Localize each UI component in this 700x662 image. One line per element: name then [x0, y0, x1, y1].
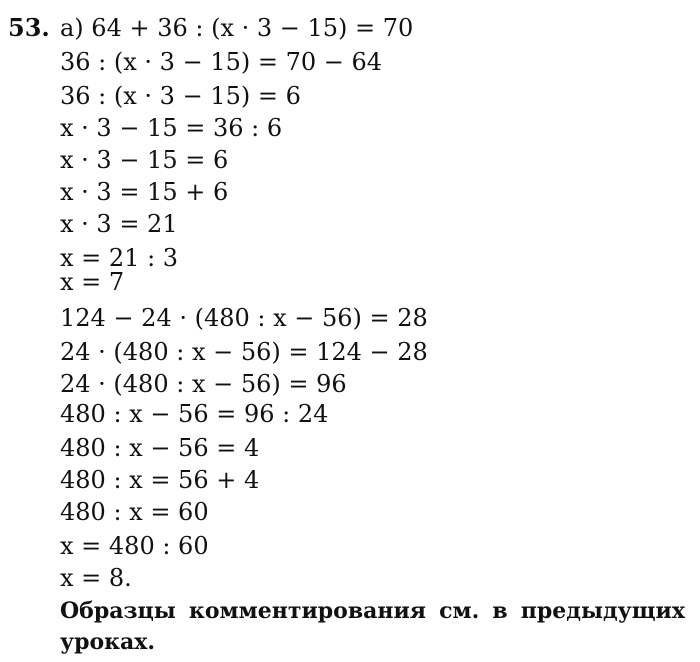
- equation-line-3: 36 : (x · 3 − 15) = 6: [60, 82, 301, 110]
- equation-line-8: x = 21 : 3: [60, 244, 179, 272]
- equation-line-6: x · 3 = 15 + 6: [60, 178, 229, 206]
- equation-line-11: 24 · (480 : x − 56) = 124 − 28: [60, 338, 428, 366]
- equation-line-1: а) 64 + 36 : (x · 3 − 15) = 70: [60, 14, 414, 42]
- equation-line-4: x · 3 − 15 = 36 : 6: [60, 114, 283, 142]
- equation-line-18: x = 8.: [60, 564, 132, 592]
- equation-line-17: x = 480 : 60: [60, 532, 209, 560]
- equation-line-12: 24 · (480 : x − 56) = 96: [60, 370, 347, 398]
- equation-line-15: 480 : x = 56 + 4: [60, 466, 260, 494]
- equation-line-2: 36 : (x · 3 − 15) = 70 − 64: [60, 48, 383, 76]
- equation-line-13: 480 : x − 56 = 96 : 24: [60, 400, 329, 428]
- equation-line-14: 480 : x − 56 = 4: [60, 434, 260, 462]
- equation-line-16: 480 : x = 60: [60, 498, 209, 526]
- equation-line-7: x · 3 = 21: [60, 210, 178, 238]
- equation-line-5: x · 3 − 15 = 6: [60, 146, 229, 174]
- equation-line-9: x = 7: [60, 268, 125, 296]
- comment-text: Образцы комментирования см. в предыдущих уроках.: [60, 598, 685, 655]
- equation-line-10: 124 − 24 · (480 : x − 56) = 28: [60, 304, 428, 332]
- problem-number: 53.: [8, 13, 50, 42]
